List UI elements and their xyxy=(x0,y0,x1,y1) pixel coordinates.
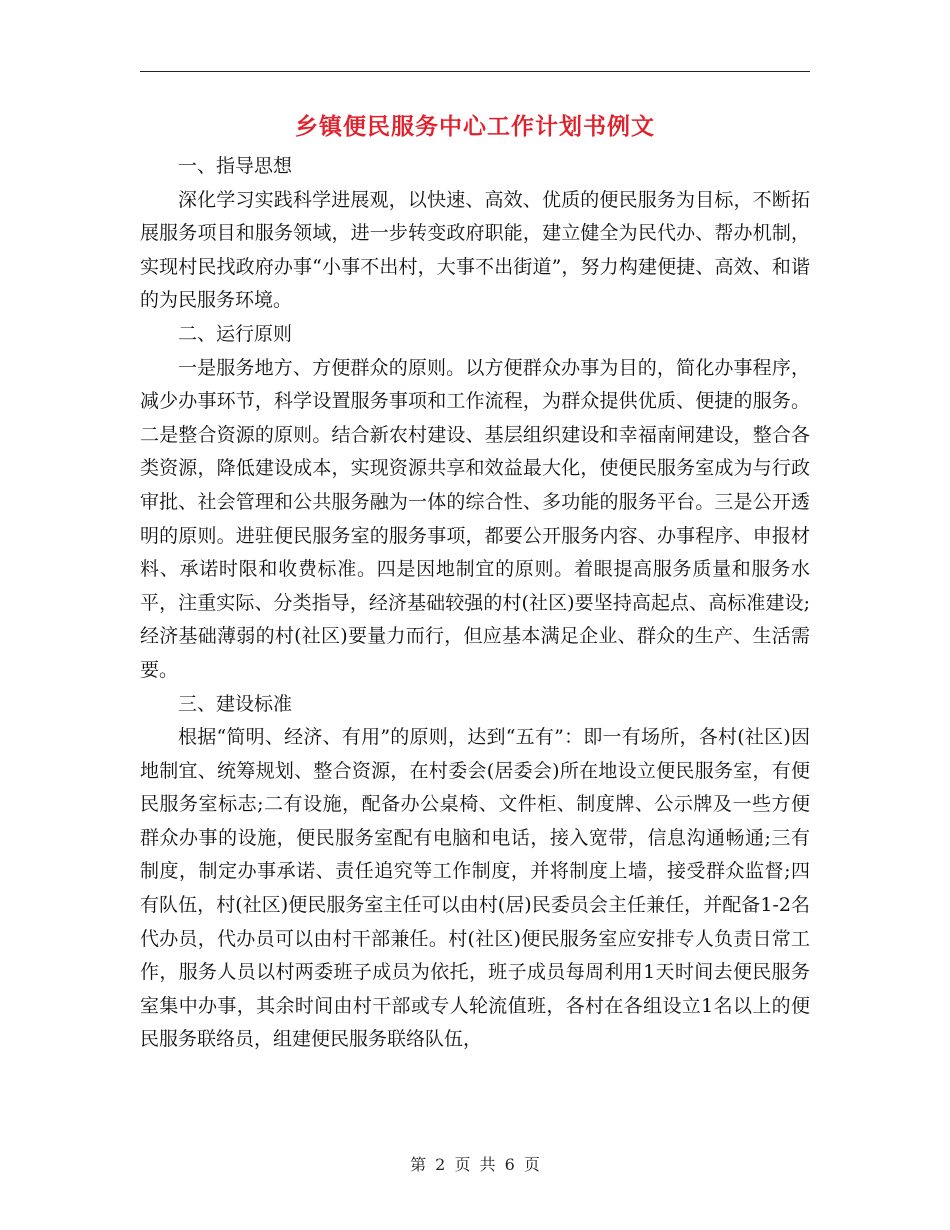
header-rule xyxy=(140,71,810,72)
section-heading-operating-principles: 二、运行原则 xyxy=(178,322,293,345)
document-title: 乡镇便民服务中心工作计划书例文 xyxy=(295,113,655,140)
section-heading-construction-standards: 三、建设标准 xyxy=(178,692,293,715)
paragraph-guiding-ideology: 深化学习实践科学进展观，以快速、高效、优质的便民服务为目标，不断拓展服务项目和服务领域，进一步转变政府职能，建立健全为民代办、帮办机制，实现村民找政府办事“小事不出村，大事不出街道”，努力构建便捷、高效、和谐的为民服务环境。 xyxy=(140,188,810,312)
paragraph-construction-standards: 根据“简明、经济、有用”的原则，达到“五有”：即一有场所，各村(社区)因地制宜、统筹规划、整合资源，在村委会(居委会)所在地设立便民服务室，有便民服务室标志;二有设施，配备办公桌椅、文件柜、制度牌、公示牌及一些方便群众办事的设施，便民服务室配有电脑和电话，接入宽带，信息沟通畅通;三有制度，制定办事承诺、责任追究等工作制度，并将制度上墙，接受群众监督;四有队伍，村(社区)便民服务室主任可以由村(居)民委员会主任兼任，并配备1-2名代办员，代办员可以由村干部兼任。村(社区)便民服务室应安排专人负责日常工作，服务人员以村两委班子成员为依托，班子成员每周利用1天时间去便民服务室集中办事，其余时间由村干部或专人轮流值班，各村在各组设立1名以上的便民服务联络员，组建便民服务联络队伍， xyxy=(140,726,810,1051)
document-body xyxy=(140,150,810,1057)
paragraph-operating-principles: 一是服务地方、方便群众的原则。以方便群众办事为目的，简化办事程序，减少办事环节，科学设置服务事项和工作流程，为群众提供优质、便捷的服务。二是整合资源的原则。结合新农村建设、基层组织建设和幸福南闸建设，整合各类资源，降低建设成本，实现资源共享和效益最大化，使便民服务室成为与行政审批、社会管理和公共服务融为一体的综合性、多功能的服务平台。三是公开透明的原则。进驻便民服务室的服务事项，都要公开服务内容、办事程序、申报材料、承诺时限和收费标准。四是因地制宜的原则。着眼提高服务质量和服务水平，注重实际、分类指导，经济基础较强的村(社区)要坚持高起点、高标准建设;经济基础薄弱的村(社区)要量力而行，但应基本满足企业、群众的生产、生活需要。 xyxy=(140,356,810,681)
section-heading-guiding-ideology: 一、指导思想 xyxy=(178,155,293,177)
page-number: 第 2 页 共 6 页 xyxy=(410,1155,540,1174)
